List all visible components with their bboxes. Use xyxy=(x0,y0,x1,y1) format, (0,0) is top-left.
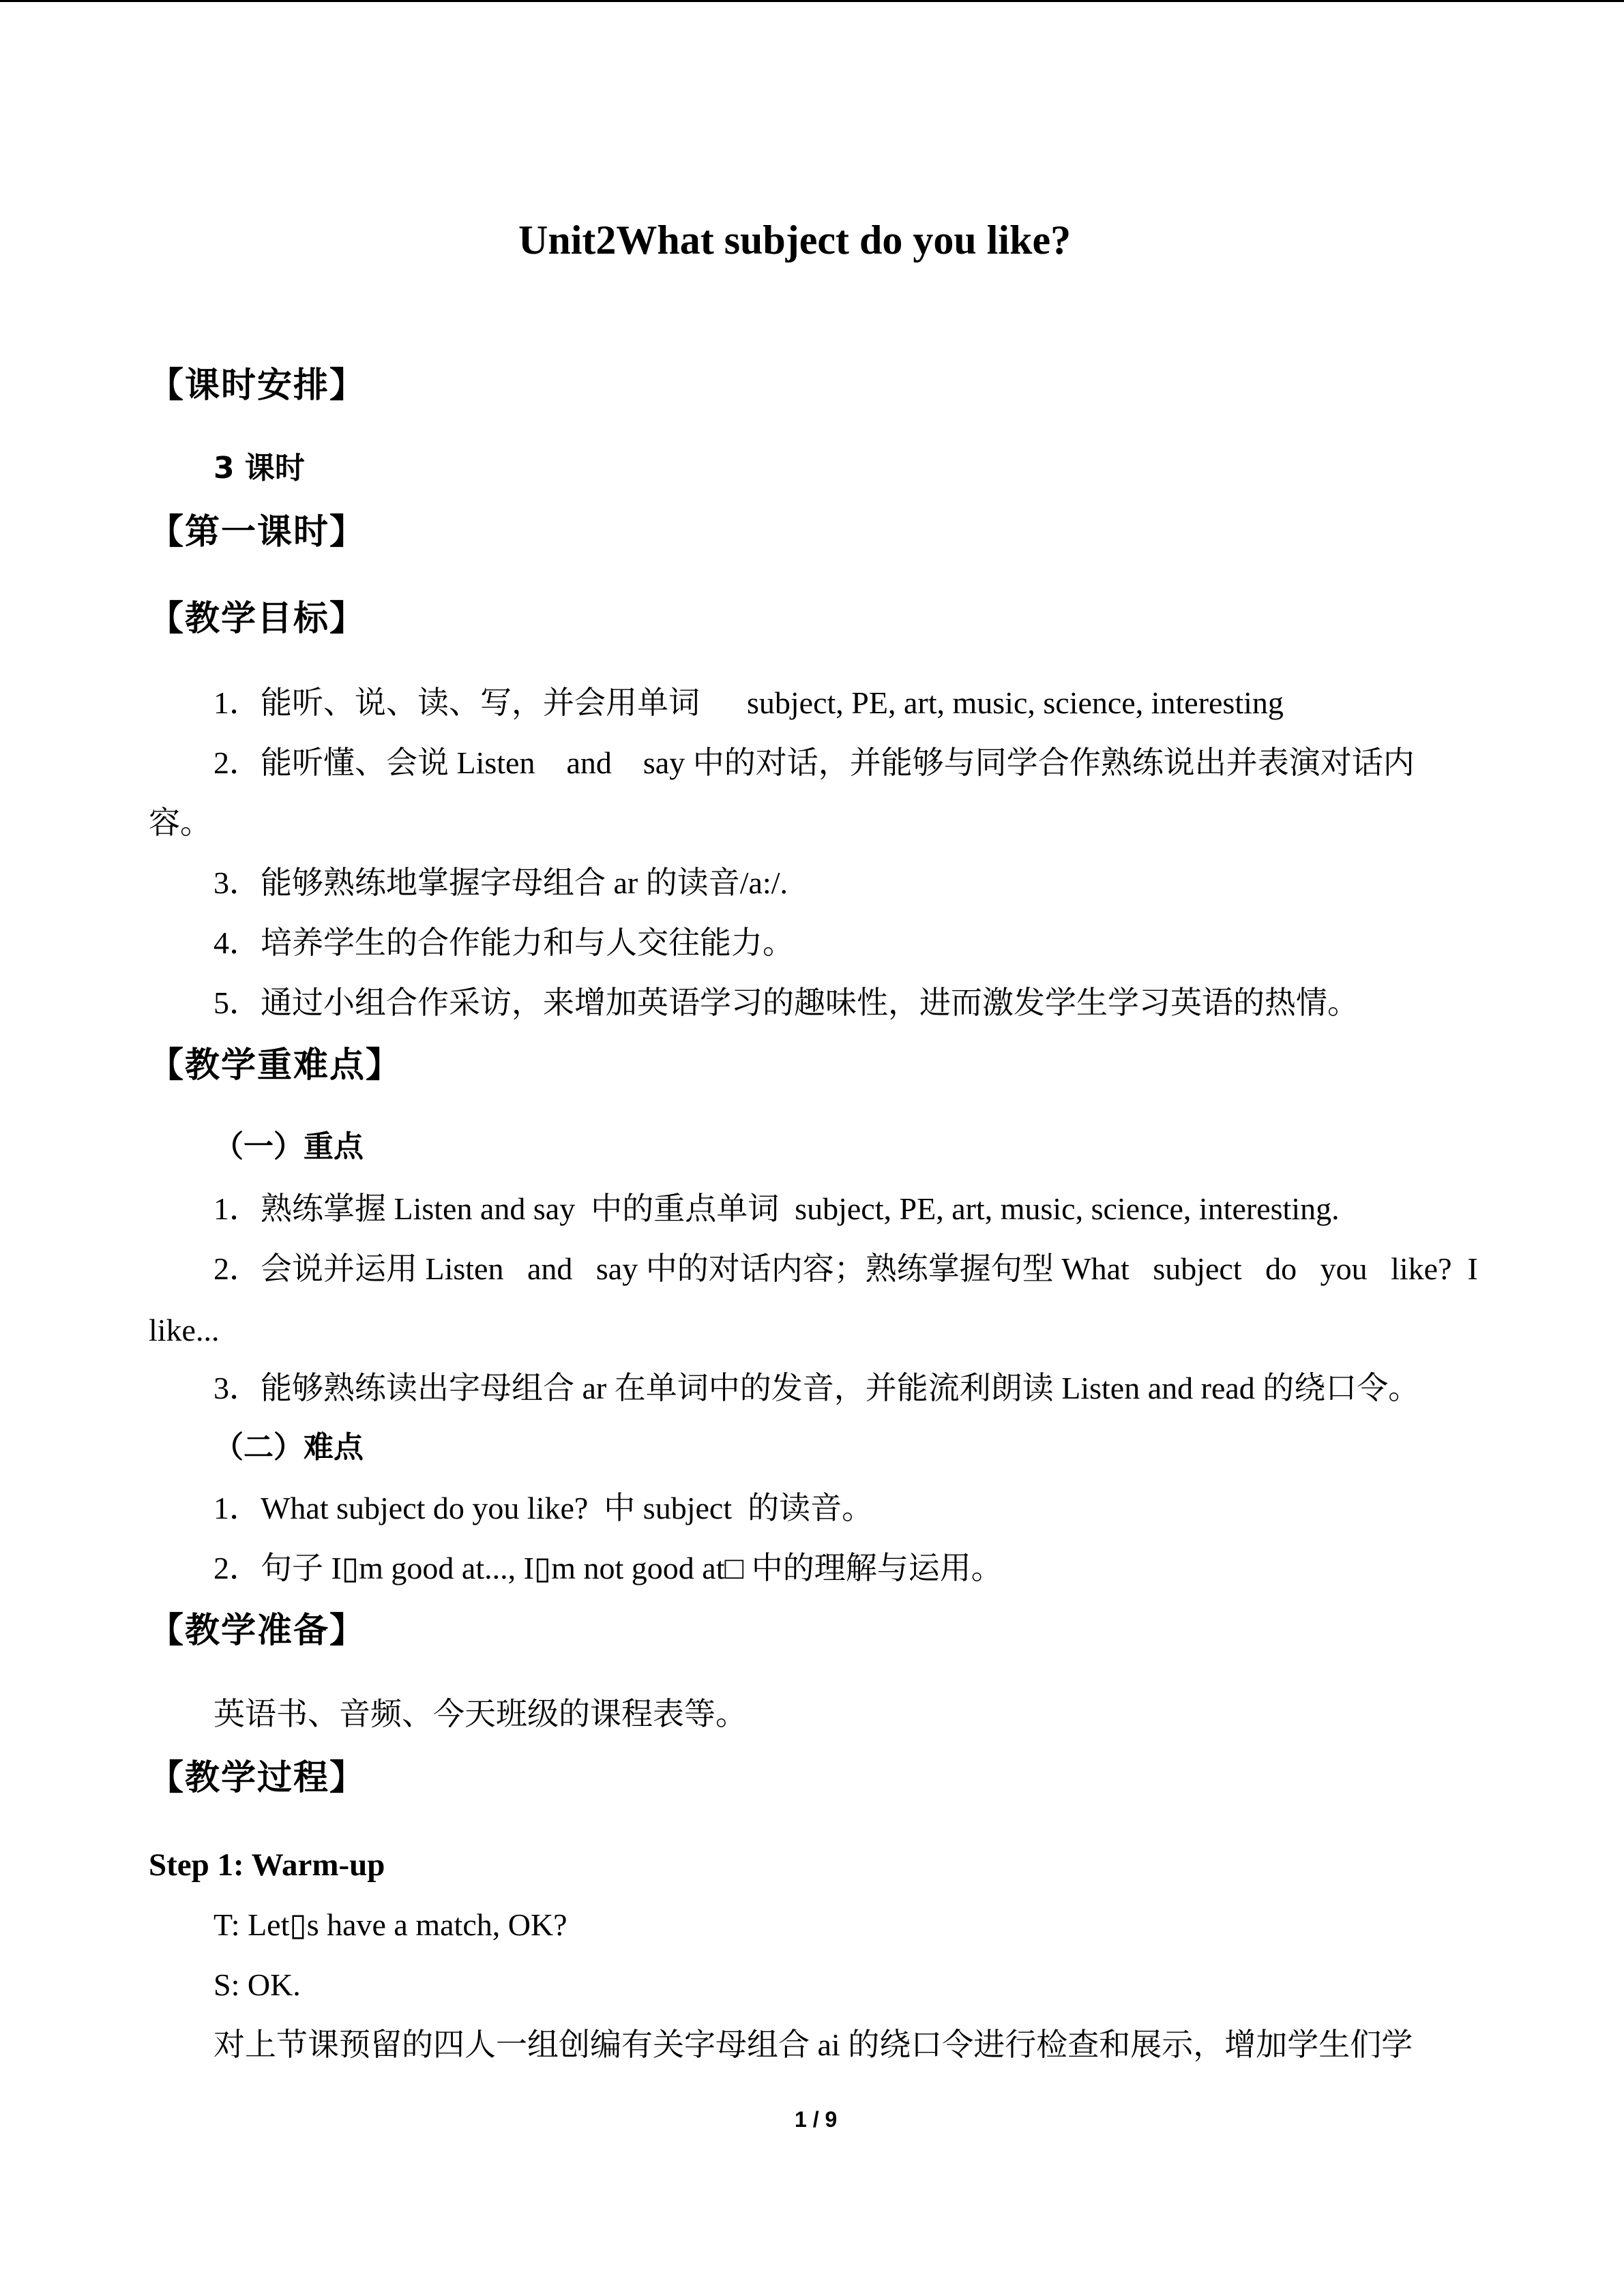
dialogue-line: T: Let▯s have a match, OK? xyxy=(213,1907,567,1942)
important-point-item: 3．能够熟练读出字母组合 ar 在单词中的发音，并能流利朗读 Listen and read 的绕口令。 xyxy=(213,1371,1420,1405)
preparation-heading: 【教学准备】 xyxy=(149,1611,366,1651)
process-text: 对上节课预留的四人一组创编有关字母组合 ai 的绕口令进行检查和展示，增加学生们学 xyxy=(213,2027,1413,2062)
lesson-schedule-heading: 【课时安排】 xyxy=(149,366,366,406)
objective-item: 2．能听懂、会说 Listen and say 中的对话，并能够与同学合作熟练说出并表演对话内 xyxy=(213,745,1415,780)
page-title: Unit2What subject do you like? xyxy=(518,218,1072,263)
important-point-item: 2．会说并运用 Listen and say 中的对话内容；熟练掌握句型 What subject do you like? I xyxy=(213,1251,1478,1286)
important-point-item: 1．熟练掌握 Listen and say 中的重点单词 subject, PE, art, music, science, interesting. xyxy=(213,1191,1340,1226)
objective-item: 4．培养学生的合作能力和与人交往能力。 xyxy=(213,925,794,960)
lesson-schedule-value: 3 课时 xyxy=(213,451,305,486)
key-points-heading: 【教学重难点】 xyxy=(149,1045,402,1086)
objective-item: 5．通过小组合作采访，来增加英语学习的趣味性，进而激发学生学习英语的热情。 xyxy=(213,985,1359,1020)
page-number: 1 / 9 xyxy=(795,2107,838,2132)
important-point-item-continued: like... xyxy=(149,1313,220,1347)
difficult-point-item: 2．句子 I▯m good at..., I▯m not good at□ 中的理解与运用。 xyxy=(213,1551,1003,1585)
preparation-value: 英语书、音频、今天班级的课程表等。 xyxy=(213,1697,747,1731)
objective-item: 1．能听、说、读、写，并会用单词 subject, PE, art, music, science, interesting xyxy=(213,685,1284,720)
difficult-points-label: （二）难点 xyxy=(213,1430,364,1465)
difficult-point-item: 1．What subject do you like? 中 subject 的读音。 xyxy=(213,1491,874,1525)
step-1-title: Step 1: Warm-up xyxy=(149,1847,385,1883)
objectives-heading: 【教学目标】 xyxy=(149,599,366,639)
objective-item: 3．能够熟练地掌握字母组合 ar 的读音/a:/. xyxy=(213,865,788,900)
top-border-line xyxy=(0,0,1624,2)
important-points-label: （一）重点 xyxy=(213,1129,364,1164)
first-period-heading: 【第一课时】 xyxy=(149,512,366,552)
process-heading: 【教学过程】 xyxy=(149,1758,366,1798)
objective-item-continued: 容。 xyxy=(149,805,211,840)
dialogue-line: S: OK. xyxy=(213,1967,301,2002)
